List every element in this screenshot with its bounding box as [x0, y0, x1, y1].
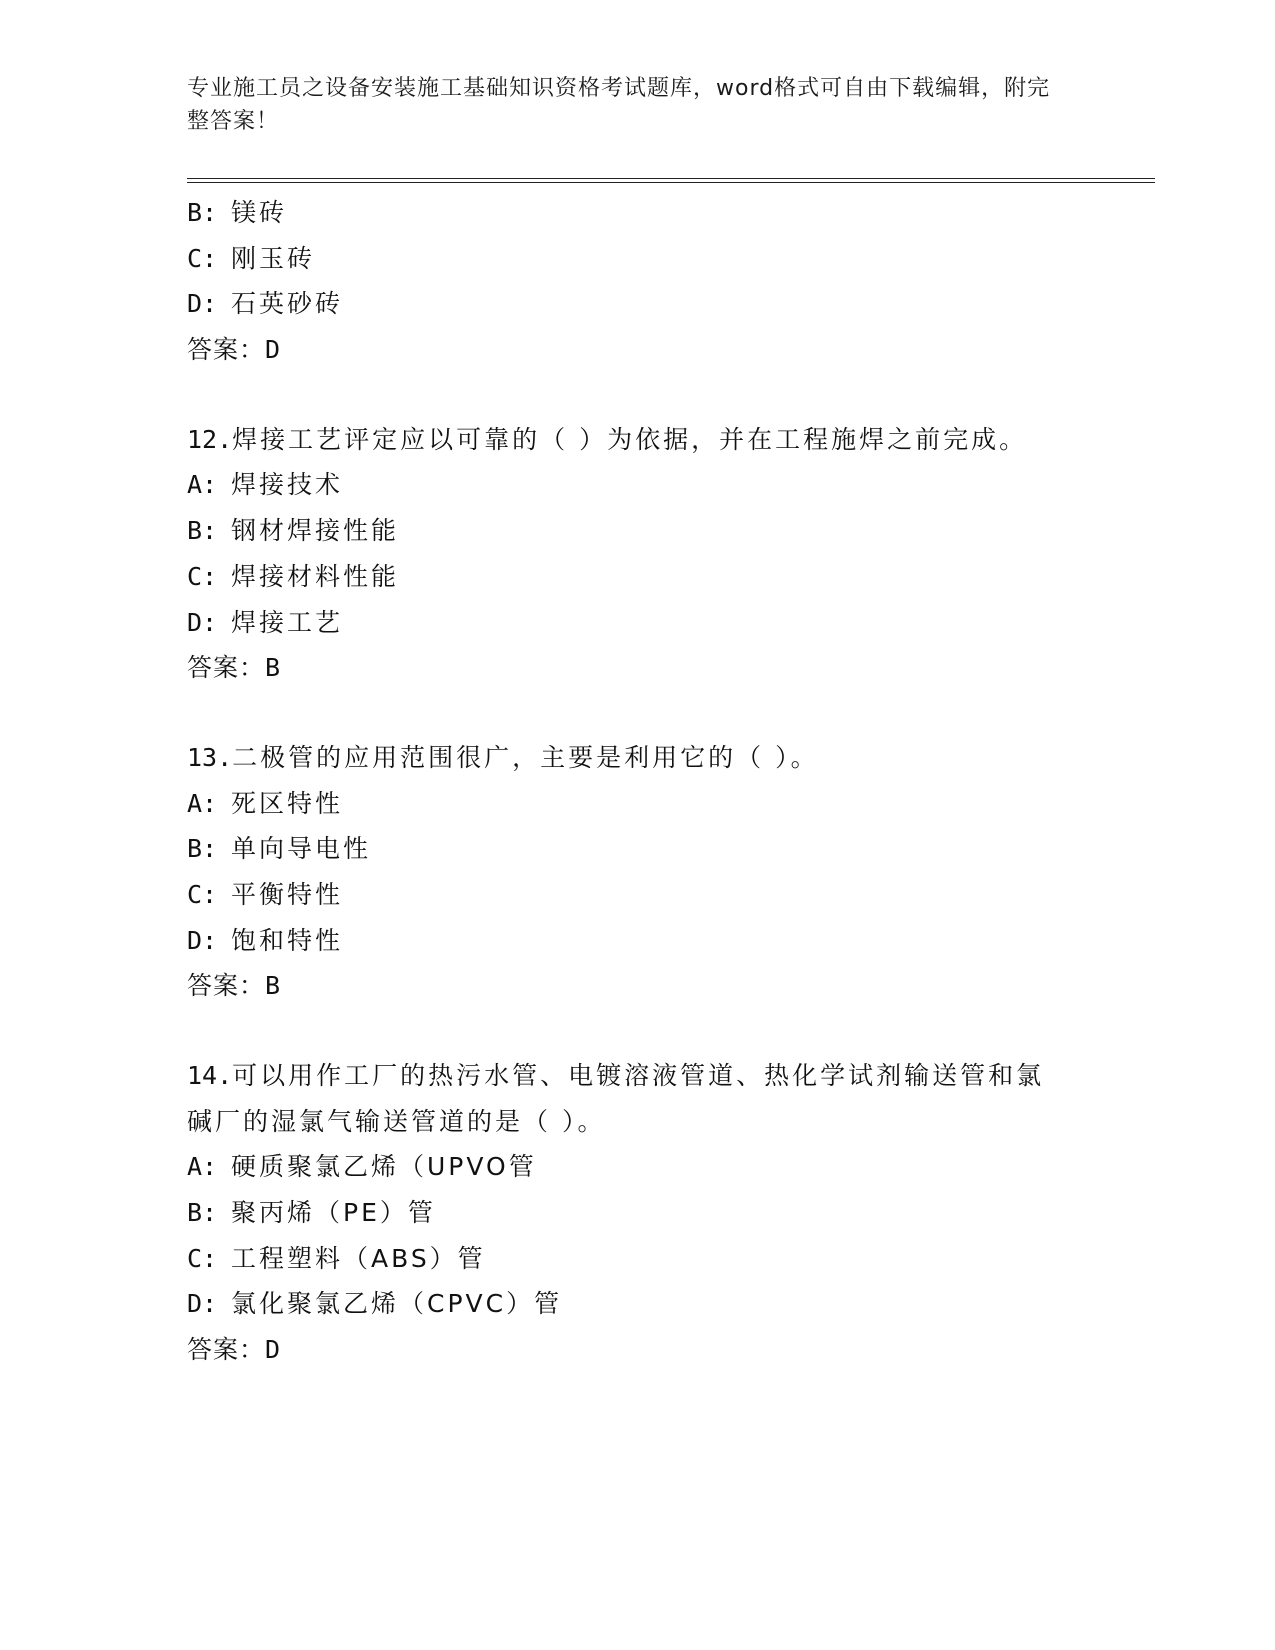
- option-text: 工程塑料（ABS）管: [231, 1243, 486, 1273]
- document-header: [187, 72, 1067, 138]
- option-text: 硬质聚氯乙烯（UPVO管: [231, 1152, 537, 1182]
- option-text: 单向导电性: [231, 834, 372, 864]
- option-a: [187, 1144, 1155, 1190]
- header-divider: [187, 178, 1155, 183]
- option-b: [187, 508, 1155, 554]
- option-letter: A:: [187, 788, 218, 818]
- option-c: [187, 554, 1155, 600]
- question-text: 焊接工艺评定应以可靠的（ ）为依据，并在工程施焊之前完成。: [232, 424, 1028, 454]
- option-letter: B:: [187, 198, 218, 227]
- header-text: 专业施工员之设备安装施工基础知识资格考试题库，word格式可自由下载编辑，附完整答案！: [187, 76, 1051, 134]
- answer-label: 答案：: [187, 335, 266, 365]
- option-c: [187, 1236, 1155, 1282]
- option-letter: B:: [187, 1198, 218, 1228]
- question-text: 二极管的应用范围很广，主要是利用它的（ ）。: [232, 742, 819, 772]
- option-d: [187, 281, 1155, 327]
- question-14: [187, 1053, 1155, 1373]
- option-text: 镁砖: [231, 198, 288, 227]
- option-b: [187, 1190, 1155, 1236]
- option-text: 焊接工艺: [231, 607, 344, 637]
- option-text: 聚丙烯（PE）管: [231, 1198, 436, 1228]
- option-c: [187, 236, 1155, 282]
- option-text: 石英砂砖: [231, 289, 344, 319]
- option-b: [187, 826, 1155, 872]
- question-stem: [187, 1053, 1067, 1144]
- question-13: [187, 735, 1155, 1009]
- option-d: [187, 918, 1155, 964]
- question-stem: [187, 735, 1155, 781]
- option-a: [187, 781, 1155, 827]
- option-text: 饱和特性: [231, 925, 344, 955]
- divider-line-bottom: [187, 182, 1155, 183]
- option-text: 氯化聚氯乙烯（CPVC）管: [231, 1289, 563, 1319]
- question-11: [187, 190, 1155, 373]
- option-text: 刚玉砖: [231, 243, 316, 273]
- option-text: 死区特性: [231, 788, 344, 818]
- option-letter: C:: [187, 1243, 218, 1273]
- answer-line: [187, 645, 1155, 691]
- answer-label: 答案：: [187, 1335, 266, 1365]
- option-c: [187, 872, 1155, 918]
- option-a: [187, 462, 1155, 508]
- answer-value: B: [265, 653, 284, 683]
- answer-label: 答案：: [187, 971, 266, 1001]
- option-letter: D:: [187, 1289, 218, 1319]
- option-letter: D:: [187, 925, 218, 955]
- option-d: [187, 1281, 1155, 1327]
- option-letter: C:: [187, 879, 218, 909]
- option-letter: B:: [187, 516, 218, 546]
- divider-line-top: [187, 178, 1155, 179]
- answer-value: D: [265, 335, 284, 365]
- option-letter: A:: [187, 1152, 218, 1182]
- option-text: 焊接材料性能: [231, 561, 400, 591]
- option-text: 平衡特性: [231, 879, 344, 909]
- option-b: [187, 190, 1155, 236]
- option-letter: D:: [187, 607, 218, 637]
- question-12: [187, 417, 1155, 691]
- option-letter: B:: [187, 834, 218, 864]
- answer-value: D: [265, 1335, 284, 1365]
- option-text: 钢材焊接性能: [231, 516, 400, 546]
- answer-label: 答案：: [187, 653, 266, 683]
- option-letter: A:: [187, 470, 218, 500]
- answer-line: [187, 963, 1155, 1009]
- answer-value: B: [265, 971, 284, 1001]
- option-letter: D:: [187, 289, 218, 319]
- question-content: [187, 190, 1155, 1373]
- option-letter: C:: [187, 561, 218, 591]
- answer-line: [187, 1327, 1155, 1373]
- answer-line: [187, 327, 1155, 373]
- option-text: 焊接技术: [231, 470, 344, 500]
- question-stem: [187, 417, 1155, 463]
- question-number: 14.: [187, 1061, 233, 1090]
- question-text: 可以用作工厂的热污水管、电镀溶液管道、热化学试剂输送管和氯碱厂的湿氯气输送管道的是（ ）。: [187, 1061, 1045, 1136]
- question-number: 12.: [187, 424, 233, 454]
- option-letter: C:: [187, 243, 218, 273]
- option-d: [187, 600, 1155, 646]
- question-number: 13.: [187, 742, 233, 772]
